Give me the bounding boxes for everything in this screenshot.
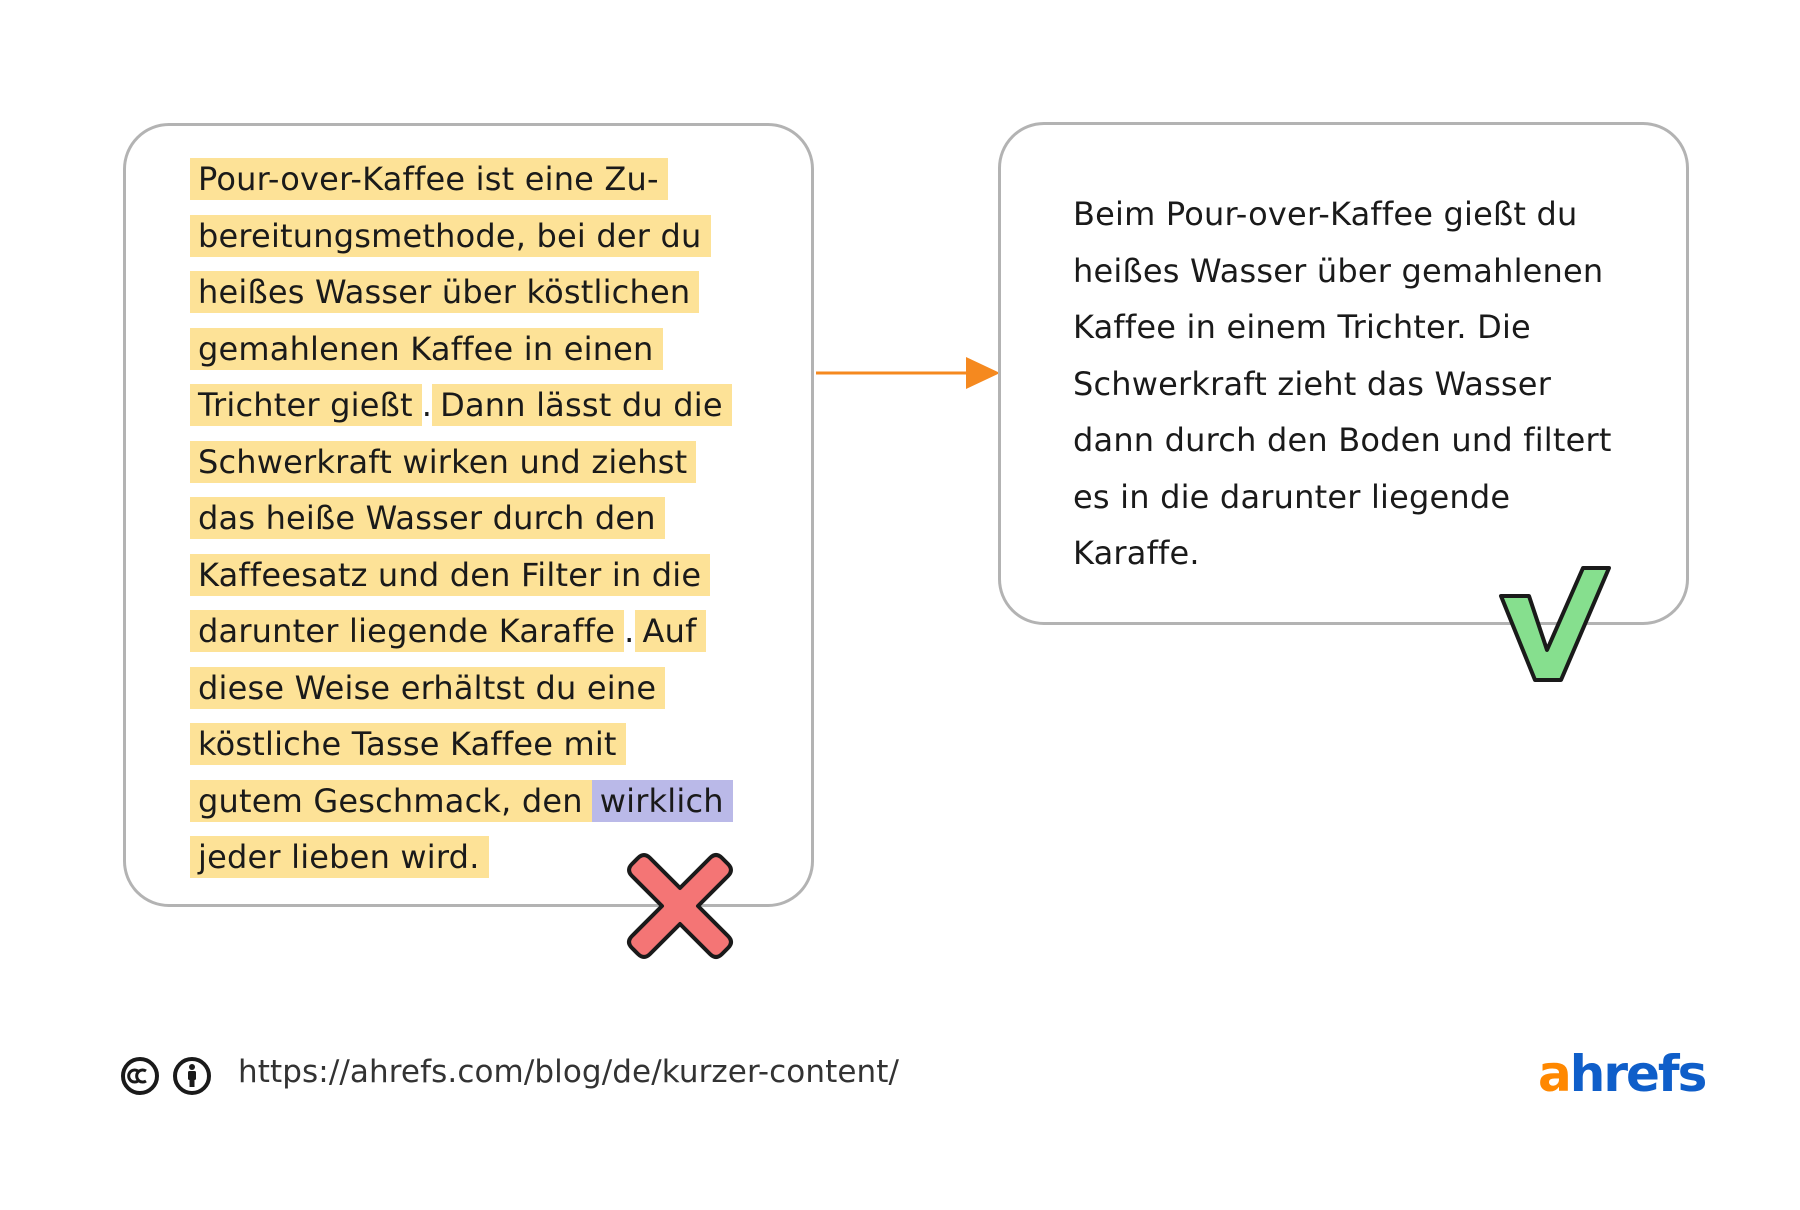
ahrefs-logo xyxy=(1538,1045,1705,1103)
filler-highlight: jeder lieben wird. xyxy=(190,836,489,878)
wordy-text-line xyxy=(190,603,770,660)
weak-word-highlight: wirklich xyxy=(592,780,733,822)
wordy-text-line xyxy=(190,208,770,265)
concise-text xyxy=(1073,186,1673,582)
filler-highlight: Dann lässt du die xyxy=(432,384,732,426)
filler-highlight: heißes Wasser über köstlichen xyxy=(190,271,699,313)
filler-highlight: gemahlenen Kaffee in einen xyxy=(190,328,663,370)
wordy-text-line xyxy=(190,321,770,378)
wordy-text-line xyxy=(190,660,770,717)
filler-highlight: gutem Geschmack, den xyxy=(190,780,592,822)
cross-icon xyxy=(620,846,740,966)
source-url: https://ahrefs.com/blog/de/kurzer-content/ xyxy=(238,1054,900,1090)
concise-text-line: Schwerkraft zieht das Wasser xyxy=(1073,364,1552,403)
filler-highlight: darunter liegende Karaffe xyxy=(190,610,624,652)
filler-highlight: Kaffeesatz und den Filter in die xyxy=(190,554,710,596)
filler-highlight: bereitungsmethode, bei der du xyxy=(190,215,711,257)
wordy-text-line xyxy=(190,490,770,547)
filler-highlight: Pour-over-Kaffee ist eine Zu- xyxy=(190,158,668,200)
filler-highlight: Auf xyxy=(635,610,706,652)
wordy-text-line xyxy=(190,773,770,830)
wordy-text-line xyxy=(190,377,770,434)
concise-text-line: es in die darunter liegende xyxy=(1073,477,1511,516)
concise-text-line: dann durch den Boden und filtert xyxy=(1073,421,1612,459)
concise-text-line: Karaffe. xyxy=(1073,534,1200,572)
plain-text: . xyxy=(421,386,433,424)
concise-text-line: Kaffee in einem Trichter. Die xyxy=(1073,308,1531,346)
wordy-text-line xyxy=(190,716,770,773)
logo-first-letter: a xyxy=(1538,1045,1570,1103)
filler-highlight: diese Weise erhältst du eine xyxy=(190,667,665,709)
concise-text-line: heißes Wasser über gemahlenen xyxy=(1073,251,1604,290)
filler-highlight: köstliche Tasse Kaffee mit xyxy=(190,723,626,765)
filler-highlight: Trichter gießt xyxy=(190,384,422,426)
plain-text: . xyxy=(624,612,635,650)
wordy-text-line xyxy=(190,264,770,321)
concise-text-line: Beim Pour-over-Kaffee gießt du xyxy=(1073,195,1578,233)
filler-highlight: das heiße Wasser durch den xyxy=(190,497,665,539)
wordy-text-line xyxy=(190,434,770,491)
filler-highlight: Schwerkraft wirken und ziehst xyxy=(190,441,696,483)
attribution-icon xyxy=(172,1056,212,1096)
logo-rest: hrefs xyxy=(1569,1045,1706,1103)
check-icon xyxy=(1495,562,1615,682)
wordy-text-line xyxy=(190,151,770,208)
cc-icon xyxy=(120,1056,160,1096)
arrow-right-icon xyxy=(812,356,1002,396)
wordy-text-line xyxy=(190,547,770,604)
wordy-text xyxy=(190,151,770,886)
